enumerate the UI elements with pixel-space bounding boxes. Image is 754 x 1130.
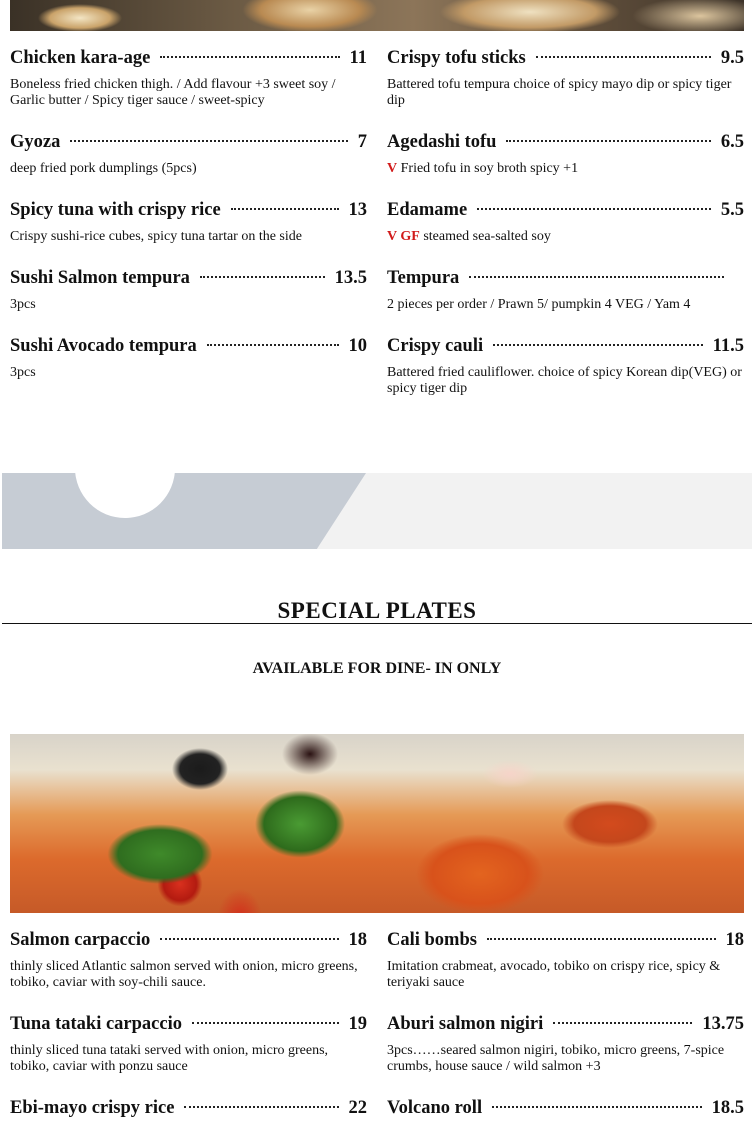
menu-item [10, 930, 367, 991]
item-price: 18 [348, 930, 367, 950]
section-divider [2, 623, 752, 624]
item-price: 13 [348, 200, 367, 220]
item-name: Gyoza [10, 132, 61, 152]
menu-item [387, 930, 744, 991]
item-price: 13.75 [702, 1014, 744, 1034]
item-price: 13.5 [334, 268, 367, 288]
dietary-tag: V [387, 161, 398, 176]
menu-item [387, 200, 744, 245]
dot-leader [207, 344, 339, 346]
item-price: 18.5 [711, 1098, 744, 1118]
item-description: 3pcs [10, 365, 36, 380]
item-description: Battered fried cauliflower. choice of spicy Korean dip(VEG) or spicy tiger dip [387, 365, 742, 396]
decor-shape [2, 473, 366, 549]
item-name: Ebi-mayo crispy rice [10, 1098, 175, 1118]
dot-leader [536, 56, 711, 58]
item-name: Volcano roll [387, 1098, 483, 1118]
item-description: thinly sliced tuna tataki served with onion, micro greens, tobiko, caviar with ponzu sauce [10, 1043, 329, 1074]
item-name: Spicy tuna with crispy rice [10, 200, 221, 220]
menu-item [387, 1098, 744, 1124]
item-description: Boneless fried chicken thigh. / Add flavour +3 sweet soy / Garlic butter / Spicy tiger sauce / sweet-spicy [10, 77, 336, 108]
dot-leader [493, 344, 703, 346]
menu-item [387, 1014, 744, 1075]
item-description: V Fried tofu in soy broth spicy +1 [387, 161, 579, 176]
item-description: 3pcs [10, 297, 36, 312]
item-name: Salmon carpaccio [10, 930, 151, 950]
menu-item [10, 268, 367, 313]
dot-leader [184, 1106, 338, 1108]
item-price: 11 [349, 48, 367, 68]
menu-item [387, 336, 744, 397]
dot-leader [506, 140, 710, 142]
menu-item [10, 200, 367, 245]
menu-item [10, 48, 367, 109]
dot-leader [160, 56, 339, 58]
item-price: 10 [348, 336, 367, 356]
dot-leader [192, 1022, 339, 1024]
item-description: thinly sliced Atlantic salmon served with onion, micro greens, tobiko, caviar with soy-chili sauce. [10, 959, 358, 990]
menu-item [10, 336, 367, 381]
item-price: 11.5 [712, 336, 744, 356]
dot-leader [70, 140, 347, 142]
item-name: Sushi Avocado tempura [10, 336, 197, 356]
item-price: 22 [348, 1098, 367, 1118]
item-name: Crispy tofu sticks [387, 48, 526, 68]
dot-leader [477, 208, 711, 210]
item-description: V GF steamed sea-salted soy [387, 229, 551, 244]
menu-item [10, 1098, 367, 1124]
section-subtitle: AVAILABLE FOR DINE- IN ONLY [252, 660, 502, 677]
item-name: Crispy cauli [387, 336, 484, 356]
item-price: 18 [725, 930, 744, 950]
dot-leader [231, 208, 339, 210]
item-description: 2 pieces per order / Prawn 5/ pumpkin 4 VEG / Yam 4 [387, 297, 691, 312]
dot-leader [160, 938, 338, 940]
item-name: Aburi salmon nigiri [387, 1014, 544, 1034]
item-description: 3pcs……seared salmon nigiri, tobiko, micro greens, 7-spice crumbs, house sauce / wild salmon +3 [387, 1043, 725, 1074]
dot-leader [553, 1022, 692, 1024]
item-name: Cali bombs [387, 930, 477, 950]
item-name: Agedashi tofu [387, 132, 497, 152]
carpaccio-photo [10, 734, 744, 913]
item-price: 7 [357, 132, 367, 152]
item-description: Imitation crabmeat, avocado, tobiko on crispy rice, spicy & teriyaki sauce [387, 959, 721, 990]
item-description: Battered tofu tempura choice of spicy mayo dip or spicy tiger dip [387, 77, 732, 108]
fried-food-photo [10, 0, 744, 31]
item-description: deep fried pork dumplings (5pcs) [10, 161, 197, 176]
menu-item [10, 1014, 367, 1075]
item-description: Crispy sushi-rice cubes, spicy tuna tartar on the side [10, 229, 302, 244]
item-name: Tuna tataki carpaccio [10, 1014, 182, 1034]
menu-item [387, 48, 744, 109]
item-price: 5.5 [720, 200, 744, 220]
dot-leader [469, 276, 724, 278]
item-price: 19 [348, 1014, 367, 1034]
item-name: Edamame [387, 200, 468, 220]
item-price: 9.5 [720, 48, 744, 68]
dot-leader [487, 938, 716, 940]
section-title: SPECIAL PLATES [277, 598, 477, 623]
menu-item [387, 132, 744, 177]
item-name: Sushi Salmon tempura [10, 268, 190, 288]
decorative-banner [2, 473, 752, 549]
item-name: Chicken kara-age [10, 48, 151, 68]
menu-item [387, 268, 744, 313]
item-name: Tempura [387, 268, 460, 288]
dietary-tag: V GF [387, 229, 420, 244]
dot-leader [492, 1106, 702, 1108]
menu-item [10, 132, 367, 177]
item-price: 6.5 [720, 132, 744, 152]
dot-leader [200, 276, 325, 278]
